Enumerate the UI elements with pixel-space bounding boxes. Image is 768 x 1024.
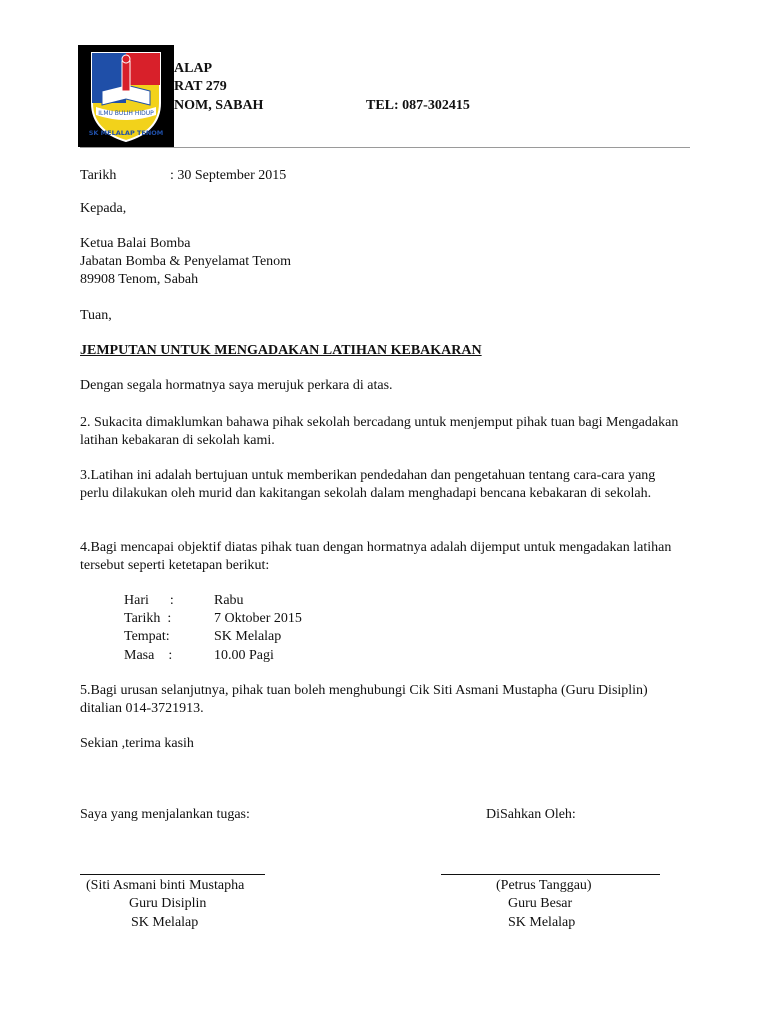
- paragraph-2: 2. Sukacita dimaklumkan bahawa pihak sekolah bercadang untuk menjemput pihak tuan bagi Mengadakan latihan kebakaran di sekolah kami.: [80, 415, 679, 448]
- signature-right-heading: DiSahkan Oleh:: [486, 807, 576, 822]
- recipient-line: Jabatan Bomba & Penyelamat Tenom: [80, 254, 292, 269]
- letterhead-line-3: NOM, SABAH: [174, 98, 264, 113]
- signature-line-left: [80, 874, 265, 875]
- signature-right-name: (Petrus Tanggau): [496, 878, 592, 893]
- greeting: Tuan,: [80, 308, 112, 323]
- paragraph-5: 5.Bagi urusan selanjutnya, pihak tuan boleh menghubungi Cik Siti Asmani Mustapha (Guru Disiplin) ditalian 014-3721913.: [80, 683, 648, 716]
- letterhead-line-2: RAT 279: [174, 79, 227, 94]
- signature-left-name: (Siti Asmani binti Mustapha: [86, 878, 245, 893]
- svg-text:SK MELALAP TENOM: SK MELALAP TENOM: [88, 129, 164, 137]
- paragraph-4: 4.Bagi mencapai objektif diatas pihak tuan dengan hormatnya adalah dijemput untuk mengadakan latihan tersebut seperti ketetapan berikut:: [80, 540, 672, 573]
- recipient-salutation: Kepada,: [80, 201, 127, 216]
- paragraph-1: Dengan segala hormatnya saya merujuk perkara di atas.: [80, 378, 393, 393]
- date-value: : 30 September 2015: [170, 168, 287, 183]
- detail-label-place: Tempat:: [124, 629, 170, 644]
- closing: Sekian ,terima kasih: [80, 736, 194, 751]
- letter-subject: JEMPUTAN UNTUK MENGADAKAN LATIHAN KEBAKARAN: [80, 343, 482, 358]
- signature-left-title: Guru Disiplin: [129, 896, 207, 911]
- detail-value-place: SK Melalap: [214, 629, 282, 644]
- signature-right-title: Guru Besar: [508, 896, 573, 911]
- signature-left-org: SK Melalap: [131, 915, 199, 930]
- letterhead-line-1: ALAP: [174, 61, 213, 76]
- paragraph-3: 3.Latihan ini adalah bertujuan untuk memberikan pendedahan dan pengetahuan tentang cara-cara yang perlu dilakukan oleh murid dan kakitangan sekolah dalam menghadapi bencana kebakaran di sekolah.: [80, 468, 656, 501]
- detail-label-time: Masa :: [124, 648, 173, 663]
- signature-right-org: SK Melalap: [508, 915, 576, 930]
- detail-label-day: Hari :: [124, 593, 174, 608]
- signature-left-heading: Saya yang menjalankan tugas:: [80, 807, 250, 822]
- header-divider: [80, 147, 690, 148]
- detail-value-date: 7 Oktober 2015: [214, 611, 302, 626]
- school-logo: [78, 45, 174, 147]
- recipient-line: Ketua Balai Bomba: [80, 236, 191, 251]
- detail-value-day: Rabu: [214, 593, 244, 608]
- date-label: Tarikh: [80, 168, 117, 183]
- letterhead-tel: TEL: 087-302415: [366, 98, 470, 113]
- signature-line-right: [441, 874, 660, 875]
- svg-text:ILMU BULIH HIDUP: ILMU BULIH HIDUP: [98, 110, 154, 117]
- detail-value-time: 10.00 Pagi: [214, 648, 274, 663]
- recipient-line: 89908 Tenom, Sabah: [80, 272, 199, 287]
- detail-label-date: Tarikh :: [124, 611, 172, 626]
